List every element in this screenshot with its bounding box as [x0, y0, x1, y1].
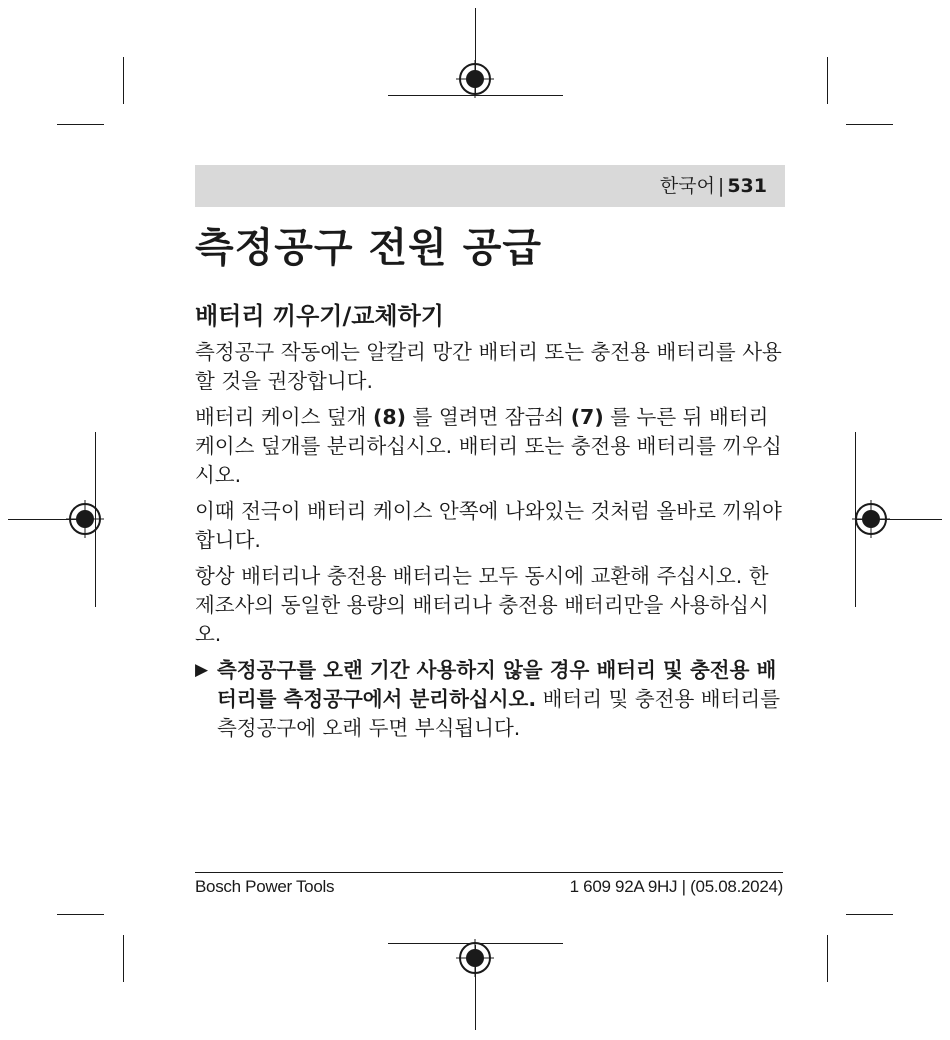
- registration-target-icon: [66, 500, 104, 538]
- body-text: [195, 338, 783, 743]
- paragraph: 항상 배터리나 충전용 배터리는 모두 동시에 교환해 주십시오. 한 제조사의 동일한 용량의 배터리나 충전용 배터리만을 사용하십시오.: [195, 564, 769, 646]
- footer-document-code: 1 609 92A 9HJ | (05.08.2024): [569, 877, 783, 896]
- warning-text: [217, 656, 783, 743]
- header-text: [660, 174, 767, 198]
- warning-bold: 측정공구를 오랜 기간 사용하지 않을 경우 배터리 및 충전용 배터리를 측정공구에서 분리하십시오.: [217, 658, 777, 711]
- header-section: 한국어: [659, 175, 715, 197]
- footer-brand: Bosch Power Tools: [195, 877, 335, 896]
- page-title: 측정공구 전원 공급: [195, 225, 542, 271]
- warning-normal: 배터리 및 충전용 배터리를 측정공구에 오래 두면 부식됩니다.: [217, 687, 781, 740]
- paragraph: 측정공구 작동에는 알칼리 망간 배터리 또는 충전용 배터리를 사용할 것을 권장합니다.: [195, 340, 782, 393]
- text-run: 를 누른 뒤 배터리 케이스 덮개를 분리하십시오. 배터리 또는 충전용 배터리를 끼우십시오.: [195, 405, 782, 487]
- paragraph: 이때 전극이 배터리 케이스 안쪽에 나와있는 것처럼 올바로 끼워야 합니다.: [195, 499, 782, 552]
- crop-mark: [846, 124, 893, 125]
- crop-mark: [123, 57, 124, 104]
- section-heading: 배터리 끼우기/교체하기: [195, 302, 444, 330]
- crop-mark: [123, 935, 124, 982]
- crop-mark: [827, 935, 828, 982]
- reference-number: (7): [570, 405, 604, 429]
- text-run: 배터리 케이스 덮개: [195, 405, 373, 429]
- footer-divider: [195, 872, 783, 873]
- page-header: [195, 165, 785, 207]
- crop-mark: [57, 124, 104, 125]
- warning-item: [195, 656, 783, 743]
- text-run: 를 열려면 잠금쇠: [406, 405, 571, 429]
- page-number: 531: [727, 175, 767, 197]
- header-separator: |: [717, 175, 725, 197]
- paragraph: [195, 403, 783, 490]
- registration-target-icon: [456, 939, 494, 977]
- crop-mark: [827, 57, 828, 104]
- crop-mark: [57, 914, 104, 915]
- crop-mark: [846, 914, 893, 915]
- registration-target-icon: [456, 60, 494, 98]
- registration-target-icon: [852, 500, 890, 538]
- reference-number: (8): [372, 405, 406, 429]
- bullet-arrow-icon: ▶: [195, 660, 209, 680]
